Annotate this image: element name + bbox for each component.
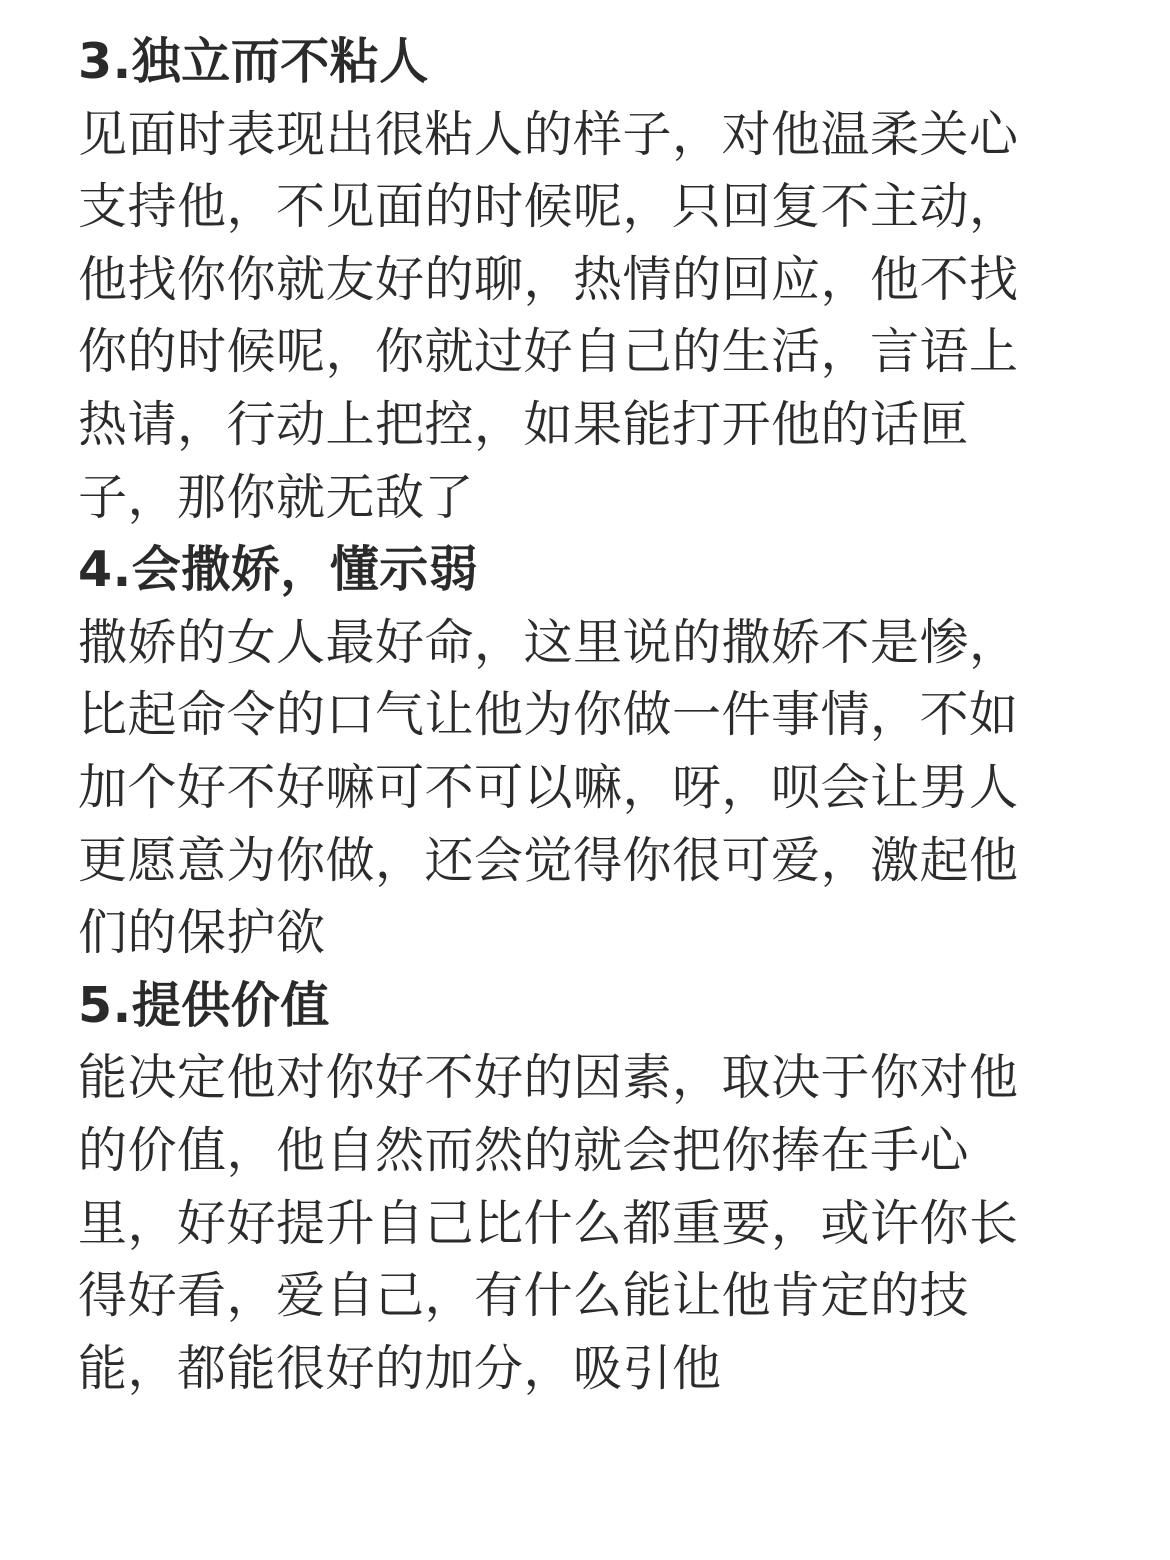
paragraph-line: 能，都能很好的加分，吸引他 (78, 1339, 722, 1397)
paragraph-line: 能决定他对你好不好的因素，取决于你对他 (78, 1049, 1019, 1107)
paragraph-line: 的价值，他自然而然的就会把你捧在手心 (78, 1121, 970, 1179)
paragraph-line: 更愿意为你做，还会觉得你很可爱，激起他 (78, 831, 1019, 889)
paragraph-line: 热请，行动上把控，如果能打开他的话匣 (78, 395, 970, 453)
article-body (78, 26, 1078, 1405)
paragraph-line: 比起命令的口气让他为你做一件事情，不如 (78, 686, 1019, 744)
paragraph-line: 得好看，爱自己，有什么能让他肯定的技 (78, 1267, 970, 1325)
section-heading: 4.会撒娇，懂示弱 (78, 541, 479, 599)
paragraph-line: 子，那你就无敌了 (78, 468, 475, 526)
paragraph-line: 们的保护欲 (78, 904, 326, 962)
paragraph-line: 加个好不好嘛可不可以嘛，呀，呗会让男人 (78, 758, 1019, 816)
paragraph-line: 支持他，不见面的时候呢，只回复不主动， (78, 178, 1019, 236)
paragraph-line: 你的时候呢，你就过好自己的生活，言语上 (78, 323, 1019, 381)
paragraph-line: 见面时表现出很粘人的样子，对他温柔关心 (78, 105, 1019, 163)
section-heading: 5.提供价值 (78, 976, 330, 1034)
section-heading: 3.独立而不粘人 (78, 33, 429, 90)
paragraph-line: 他找你你就友好的聊，热情的回应，他不找 (78, 250, 1019, 308)
paragraph-line: 里，好好提升自己比什么都重要，或许你长 (78, 1194, 1019, 1252)
paragraph-line: 撒娇的女人最好命，这里说的撒娇不是惨， (78, 613, 1019, 671)
